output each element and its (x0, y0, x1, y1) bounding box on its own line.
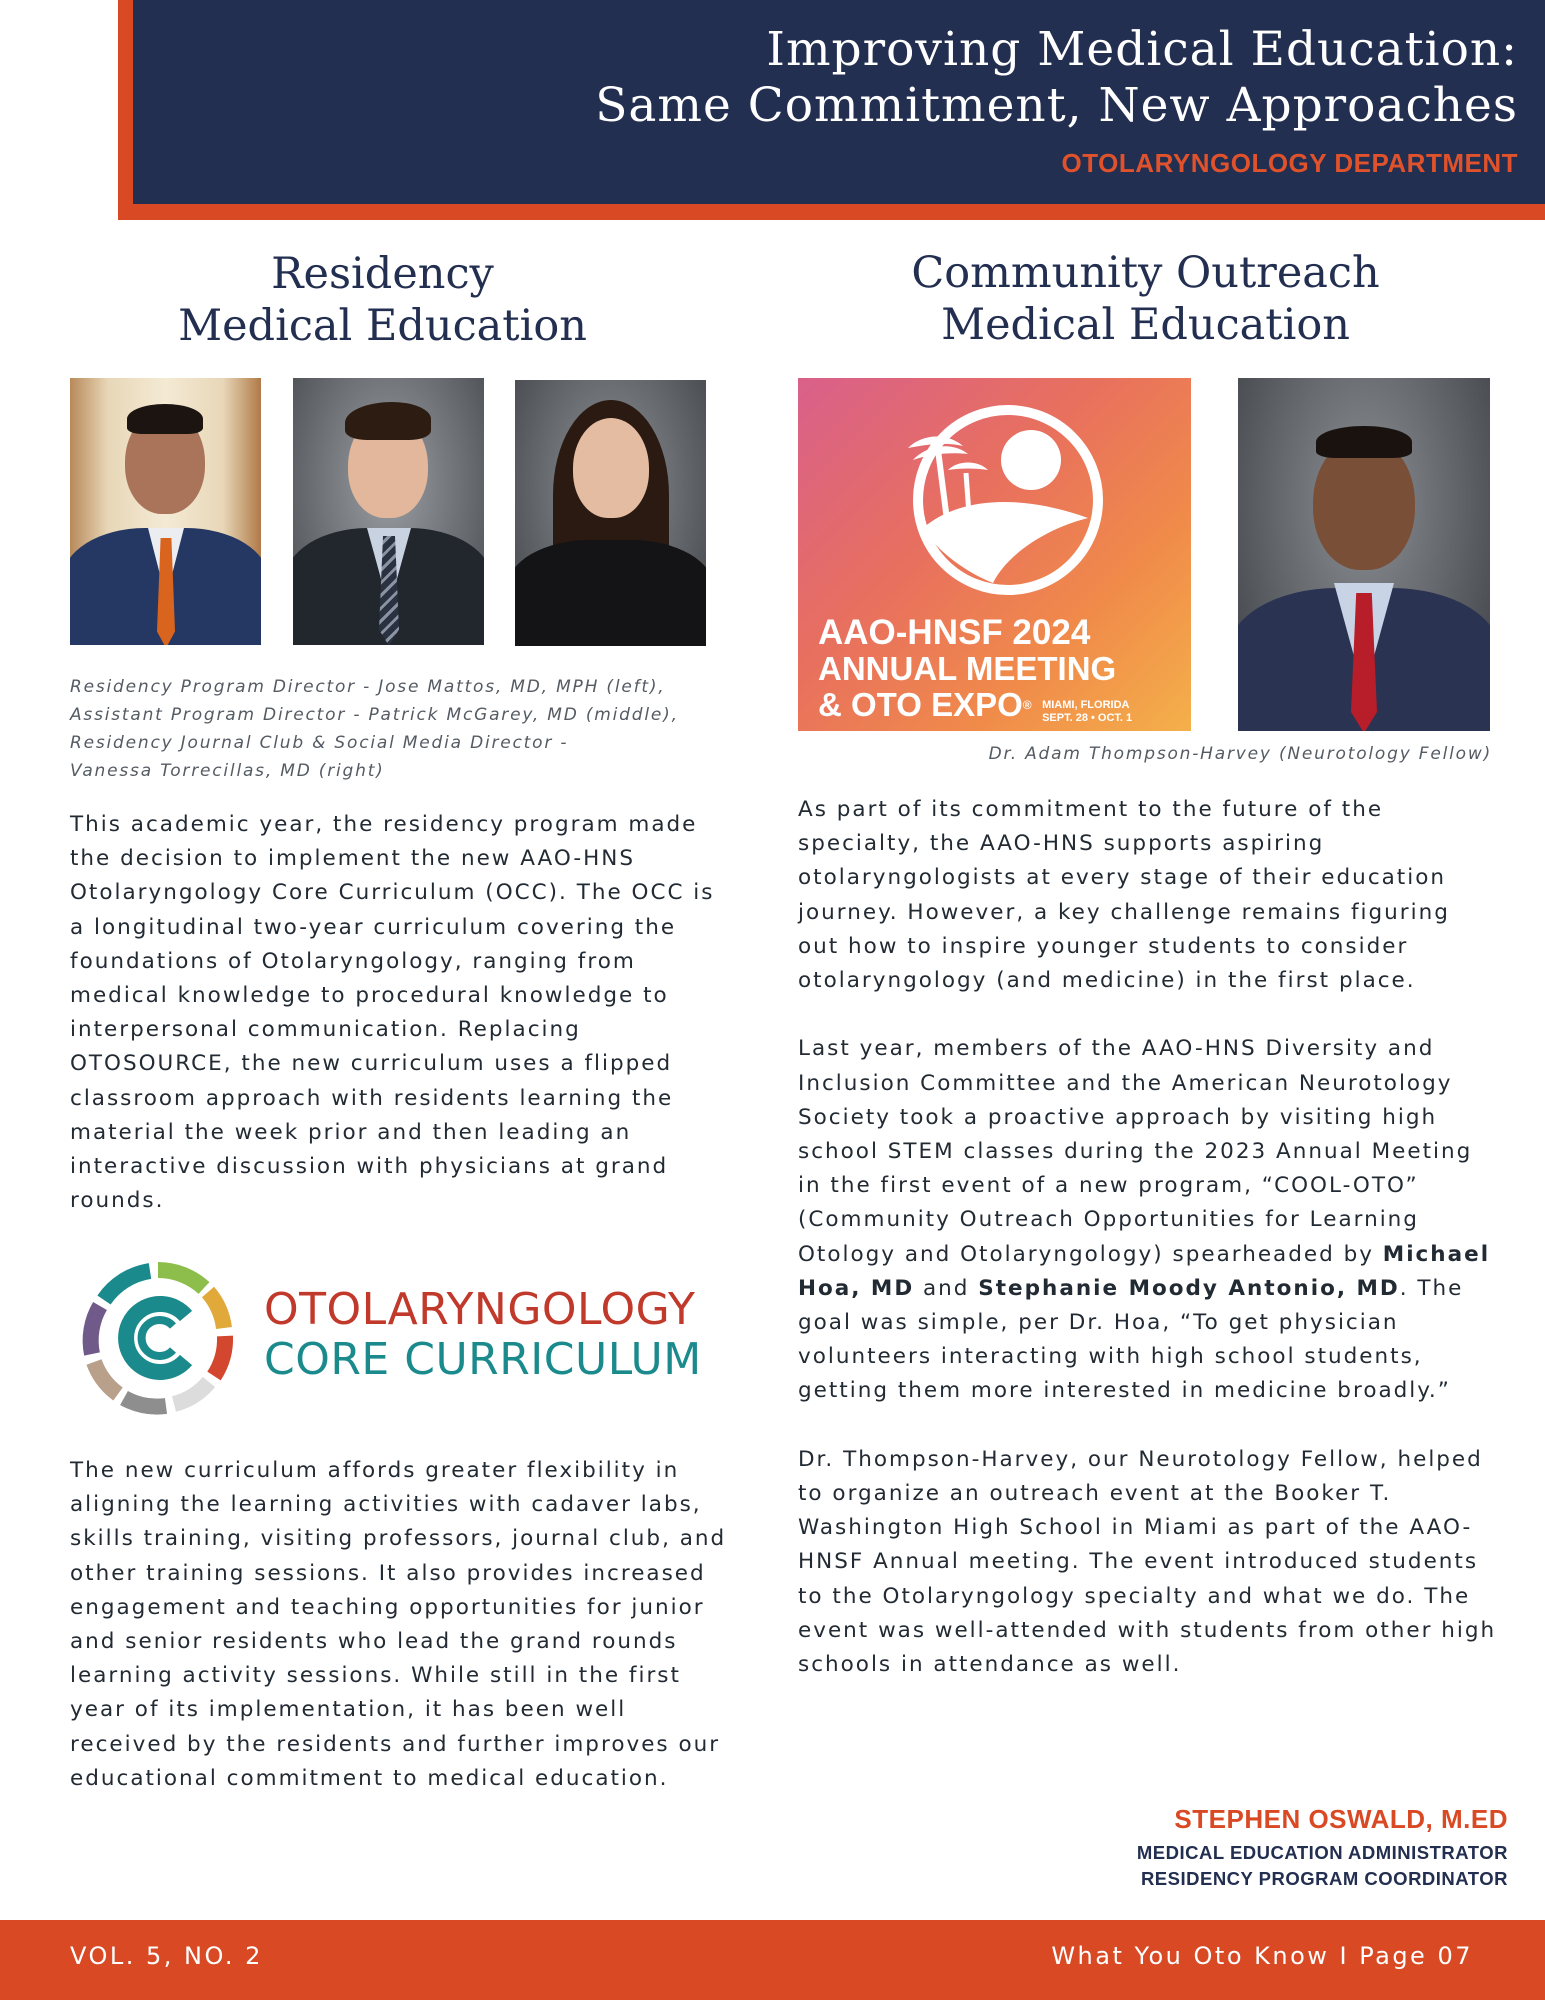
expo-location: MIAMI, FLORIDA (1042, 698, 1130, 711)
caption-line: Residency Program Director - Jose Mattos, MD, MPH (left), (70, 677, 666, 697)
occ-logo (78, 1258, 708, 1418)
footer-bar (0, 1920, 1545, 2000)
residency-heading-line1: Residency (271, 249, 494, 299)
footer-volume: VOL. 5, NO. 2 (70, 1942, 263, 1970)
department-label: OTOLARYNGOLOGY DEPARTMENT (1061, 148, 1518, 178)
outreach-article (798, 793, 1498, 1716)
residency-paragraph-1: This academic year, the residency program made the decision to implement the new AAO-HNS Otolaryngology Core Curriculum (OCC). The OCC is a longitudinal two-year curriculum covering the foundations of Otolaryngology, ranging from medical knowledge to procedural knowledge to interpersonal communication. Replacing OTOSOURCE, the new curriculum uses a flipped classroom approach with residents learning the material the week prior and then leading an interactive discussion with physicians at grand rounds. (70, 812, 715, 1214)
caption-line: Assistant Program Director - Patrick McGarey, MD (middle), (70, 705, 679, 725)
caption-line: Vanessa Torrecillas, MD (right) (70, 761, 385, 781)
photo-patrick-mcgarey (293, 378, 484, 645)
expo-registered-mark: ® (1022, 698, 1032, 712)
name-stephanie-moody-antonio: Stephanie Moody Antonio, MD (978, 1275, 1400, 1301)
caption-line: Residency Journal Club & Social Media Director - (70, 733, 569, 753)
occ-logo-line2: CORE CURRICULUM (264, 1334, 702, 1385)
aao-hnsf-2024-expo-image (798, 378, 1191, 731)
author-role-1: MEDICAL EDUCATION ADMINISTRATOR (1136, 1842, 1508, 1863)
outreach-heading (798, 247, 1493, 351)
page-title-line1: Improving Medical Education: (766, 22, 1518, 77)
outreach-heading-line2: Medical Education (941, 300, 1350, 350)
header-banner (133, 0, 1545, 204)
outreach-p2-text-a: Last year, members of the AAO-HNS Diversity and Inclusion Committee and the American Neurotology Society took a proactive approach by visiting high school STEM classes during the 2023 Annual Meeting in the first event of a new program, “COOL-OTO” (Community Outreach Opportunities for Learning Otology and Otolaryngology) spearheaded by (798, 1036, 1473, 1267)
page-title (595, 22, 1518, 134)
outreach-heading-line1: Community Outreach (911, 248, 1380, 298)
expo-title-line2: ANNUAL MEETING (818, 650, 1117, 687)
page-title-line2: Same Commitment, New Approaches (595, 78, 1518, 133)
outreach-paragraph-3: Dr. Thompson-Harvey, our Neurotology Fellow, helped to organize an outreach event at the Booker T. Washington High School in Miami as part of the AAO-HNSF Annual meeting. The event introduced students to the Otolaryngology specialty and what we do. The event was well-attended with students from other high schools in attendance as well. (798, 1446, 1497, 1678)
residency-photo-caption (70, 673, 730, 785)
fellow-photo-caption: Dr. Adam Thompson-Harvey (Neurotology Fellow) (988, 744, 1492, 764)
photo-jose-mattos (70, 378, 261, 645)
photo-adam-thompson-harvey (1238, 378, 1490, 731)
residency-heading (70, 248, 695, 352)
occ-logo-line1: OTOLARYNGOLOGY (264, 1284, 696, 1335)
photo-vanessa-torrecillas (515, 380, 706, 646)
occ-ring-icon (78, 1258, 238, 1418)
author-name: STEPHEN OSWALD, M.ED (1174, 1804, 1508, 1834)
expo-title-line1: AAO-HNSF 2024 (818, 613, 1091, 652)
outreach-paragraph-2 (798, 1032, 1498, 1408)
outreach-p2-text-b: . The goal was simple, per Dr. Hoa, “To get physician volunteers interacting with high school students, getting them more interested in medicine broadly.” (798, 1275, 1464, 1404)
residency-heading-line2: Medical Education (178, 301, 587, 351)
footer-page-label: What You Oto Know I Page 07 (1051, 1942, 1473, 1970)
outreach-paragraph-1: As part of its commitment to the future of the specialty, the AAO-HNS supports aspiring otolaryngologists at every stage of their education journey. However, a key challenge remains figuring out how to inspire younger students to consider otolaryngology (and medicine) in the first place. (798, 797, 1450, 994)
outreach-p2-and: and (914, 1275, 979, 1301)
expo-title-line3: & OTO EXPO (818, 686, 1023, 723)
expo-dates: SEPT. 28 • OCT. 1 (1042, 711, 1133, 724)
name-michael-hoa: Michael Hoa, MD (798, 1241, 1491, 1301)
residency-paragraph-2: The new curriculum affords greater flexibility in aligning the learning activities with cadaver labs, skills training, visiting professors, journal club, and other training sessions. It also provides increased engagement and teaching opportunities for junior and senior residents who lead the grand rounds learning activity sessions. While still in the first year of its implementation, it has been well received by the residents and further improves our educational commitment to medical education. (70, 1458, 727, 1791)
author-role-2: RESIDENCY PROGRAM COORDINATOR (1140, 1868, 1508, 1889)
